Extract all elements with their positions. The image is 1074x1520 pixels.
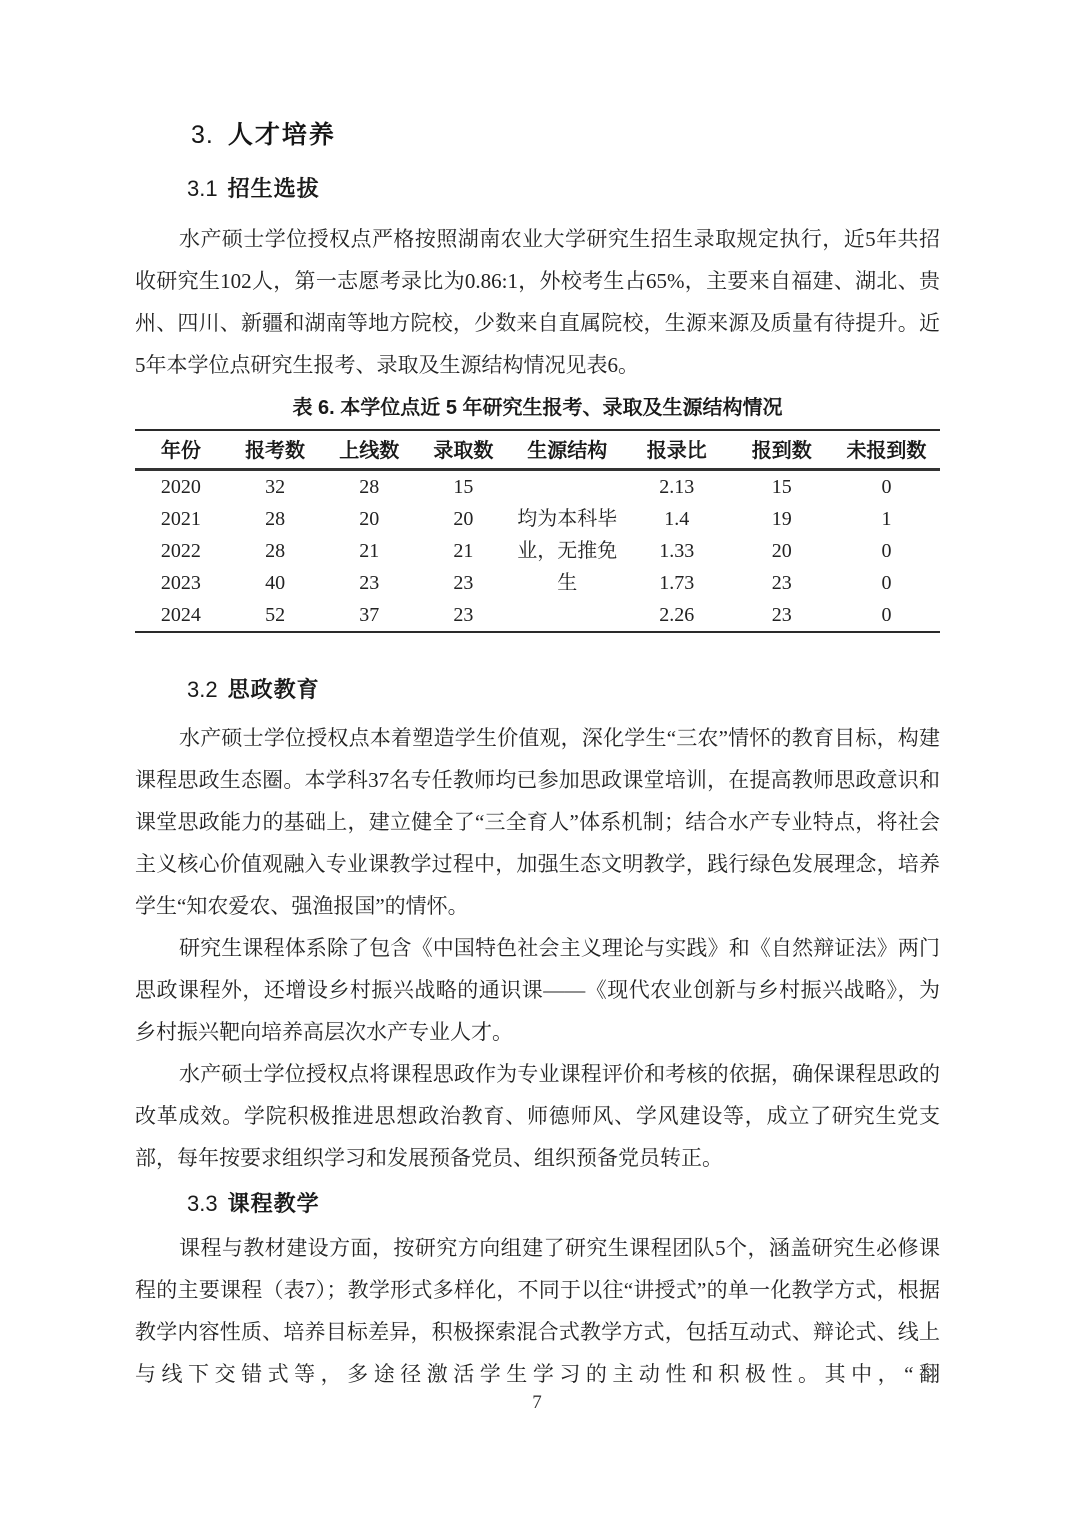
section-title: 思政教育 (227, 677, 320, 702)
table-cell: 23 (771, 571, 792, 594)
table-cell: 0 (881, 603, 892, 626)
chapter-heading (191, 118, 940, 152)
paragraph: 课程与教材建设方面，按研究方向组建了研究生课程团队5个，涵盖研究生必修课程的主要课程（表7）；教学形式多样化，不同于以往“讲授式”的单一化教学方式，根据教学内容性质、培养目标差异，积极探索混合式教学方式，包括互动式、辩论式、线上与线下交错式等，多途径激活学生学习的主动性和积极性。其中，“翻 (135, 1236, 940, 1386)
table-cell: 23 (359, 571, 380, 594)
section-number: 3.3 (187, 1191, 218, 1216)
table-cell: 2023 (160, 571, 201, 594)
table-cell: 0 (881, 475, 892, 498)
table-cell: 23 (453, 571, 474, 594)
table-cell: 28 (265, 539, 286, 562)
chapter-title: 人才培养 (227, 121, 336, 149)
page-number: 7 (532, 1392, 542, 1413)
spacer (135, 633, 940, 675)
section-title: 课程教学 (227, 1191, 320, 1216)
table-header-cell: 年份 (135, 430, 227, 470)
table-header-cell: 报到数 (731, 430, 833, 470)
table-header-cell: 报考数 (227, 430, 324, 470)
table-cell: 15 (771, 475, 792, 498)
table-cell: 1.73 (659, 571, 695, 594)
table-cell: 19 (771, 507, 792, 530)
table-cell: 0 (881, 571, 892, 594)
table-cell: 1.33 (659, 539, 695, 562)
section-heading-3-2 (187, 675, 940, 705)
section-number: 3.1 (187, 176, 218, 201)
table-header-cell: 上线数 (323, 430, 415, 470)
table-header-cell: 录取数 (415, 430, 512, 470)
section-heading-3-3 (187, 1189, 940, 1219)
table-cell: 0 (881, 539, 892, 562)
table-cell: 1.4 (664, 507, 690, 530)
paragraph: 研究生课程体系除了包含《中国特色社会主义理论与实践》和《自然辩证法》两门思政课程外，还增设乡村振兴战略的通识课——《现代农业创新与乡村振兴战略》，为乡村振兴靶向培养高层次水产专业人才。 (135, 936, 940, 1044)
table-cell: 52 (265, 603, 286, 626)
table-cell: 2022 (160, 539, 201, 562)
chapter-number: 3. (191, 121, 214, 149)
table-cell: 28 (359, 475, 380, 498)
section-title: 招生选拔 (227, 176, 320, 201)
admissions-table (135, 429, 940, 633)
paragraph: 水产硕士学位授权点将课程思政作为专业课程评价和考核的依据，确保课程思政的改革成效。学院积极推进思想政治教育、师德师风、学风建设等，成立了研究生党支部，每年按要求组织学习和发展预备党员、组织预备党员转正。 (135, 1062, 940, 1170)
table-cell: 20 (359, 507, 380, 530)
table-cell: 2.13 (659, 475, 695, 498)
table-cell: 2021 (160, 507, 201, 530)
paragraph: 水产硕士学位授权点严格按照湖南农业大学研究生招生录取规定执行，近5年共招收研究生102人，第一志愿考录比为0.86:1，外校考生占65%，主要来自福建、湖北、贵州、四川、新疆和湖南等地方院校，少数来自直属院校，生源来源及质量有待提升。近5年本学位点研究生报考、录取及生源结构情况见表6。 (135, 227, 940, 377)
section-number: 3.2 (187, 677, 218, 702)
table-cell: 20 (771, 539, 792, 562)
table-cell: 2.26 (659, 603, 695, 626)
table-cell: 23 (453, 603, 474, 626)
table-body (135, 470, 940, 633)
paragraph: 水产硕士学位授权点本着塑造学生价值观，深化学生“三农”情怀的教育目标，构建课程思政生态圈。本学科37名专任教师均已参加思政课堂培训，在提高教师思政意识和课堂思政能力的基础上，建立健全了“三全育人”体系机制；结合水产专业特点，将社会主义核心价值观融入专业课教学过程中，加强生态文明教学，践行绿色发展理念，培养学生“知农爱农、强渔报国”的情怀。 (135, 726, 940, 918)
table-header-row (135, 430, 940, 470)
section-heading-3-1 (187, 174, 940, 204)
table-cell: 2024 (160, 603, 201, 626)
table-cell: 28 (265, 507, 286, 530)
table-merged-cell-source-structure: 均为本科毕业，无推免生 (517, 508, 618, 594)
table-cell: 1 (881, 507, 892, 530)
table-header-cell: 未报到数 (833, 430, 940, 470)
table-cell: 23 (771, 603, 792, 626)
table-cell: 21 (359, 539, 380, 562)
table-cell: 21 (453, 539, 474, 562)
table-cell: 40 (265, 571, 286, 594)
table-cell: 32 (265, 475, 286, 498)
table-caption: 表 6. 本学位点近 5 年研究生报考、录取及生源结构情况 (292, 397, 783, 419)
table-cell: 37 (359, 603, 380, 626)
table-row (135, 470, 940, 504)
table-cell: 2020 (160, 475, 201, 498)
table-cell: 15 (453, 475, 474, 498)
table-cell: 20 (453, 507, 474, 530)
table-header-cell: 报录比 (623, 430, 731, 470)
table-header-cell: 生源结构 (512, 430, 623, 470)
